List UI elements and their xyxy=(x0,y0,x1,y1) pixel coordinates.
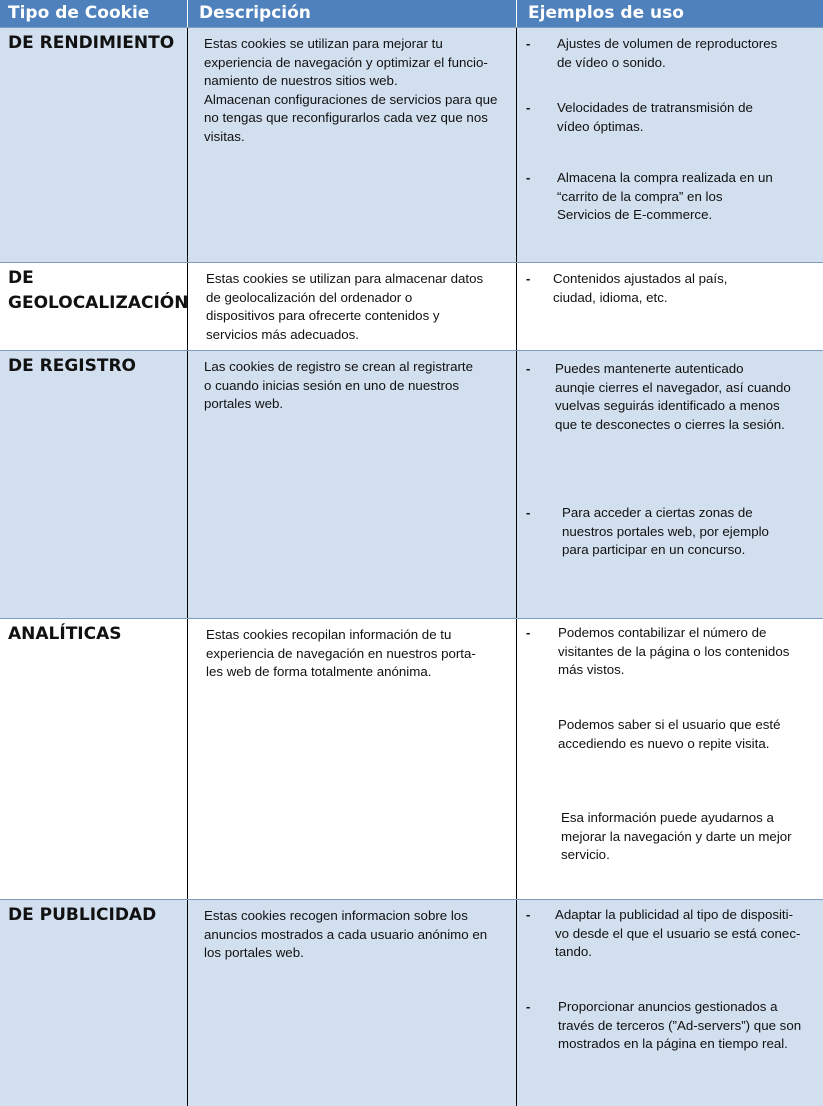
cookie-description: Estas cookies se utilizan para almacenar datos de geolocalización del ordenador o dispositivos para ofrecerte contenidos y servicios más adecuados. xyxy=(206,271,484,342)
table-row: ANALÍTICAS Estas cookies recopilan información de tu experiencia de navegación en nuestros porta- les web de forma totalmente anónima. - Podemos contabilizar el número de visitantes de la página o los contenidos más vistos. Podemos saber si el usuario que esté accediendo es nuevo o repite visita. Esa información puede ayudarnos a mejorar la navegación y darte un mejor servicio. xyxy=(0,618,823,900)
cookie-type: DE RENDIMIENTO xyxy=(8,33,175,53)
header-description: Descripción xyxy=(188,0,517,27)
cookie-description: Estas cookies recopilan información de tu experiencia de navegación en nuestros porta- les web de forma totalmente anónima. xyxy=(206,627,476,679)
decorative-bar xyxy=(517,679,555,889)
cookie-type: DE REGISTRO xyxy=(8,356,137,376)
header-type: Tipo de Cookie xyxy=(0,0,188,27)
cookie-type: DE PUBLICIDAD xyxy=(8,905,157,925)
cookie-type: DE GEOLOCALIZACIÓN xyxy=(8,268,189,313)
table-row: DE GEOLOCALIZACIÓN Estas cookies se utilizan para almacenar datos de geolocalización del ordenador o dispositivos para ofrecerte contenidos y servicios más adecuados. - Contenidos ajustados al país, ciudad, idioma, etc. xyxy=(0,262,823,351)
table-row: DE PUBLICIDAD Estas cookies recogen informacion sobre los anuncios mostrados a cada usuario anónimo en los portales web. - Adaptar la publicidad al tipo de dispositi- vo desde el que el usuario se está conec- tando. - Proporcionar anuncios gestionados a través de terceros (”Ad-servers”) que son mostrados en la página en tiempo real. xyxy=(0,899,823,1106)
cookie-description: Estas cookies se utilizan para mejorar tu experiencia de navegación y optimizar el funcio-namiento de nuestros sitios web. Almacenan configuraciones de servicios para que no tengas que reconfigurarlos cada vez que nos visitas. xyxy=(204,36,498,144)
table-row: DE REGISTRO Las cookies de registro se crean al registrarte o cuando inicias sesión en uno de nuestros portales web. - Puedes mantenerte autenticado aunqie cierres el navegador, así cuando vuelvas seguirás identificado a menos que te desconectes o cierres la sesión. - Para acceder a ciertas zonas de nuestros portales web, por ejemplo para participar en un concurso. xyxy=(0,350,823,619)
table-row: DE RENDIMIENTO Estas cookies se utilizan para mejorar tu experiencia de navegación y optimizar el funcio-namiento de nuestros sitios web. Almacenan configuraciones de servicios para que no tengas que reconfigurarlos cada vez que nos visitas. - Ajustes de volumen de reproductores de vídeo o sonido. - Velocidades de tratransmisión de vídeo óptimas. - Almacena la compra realizada en un “carrito de la compra” en los Servicios de E-commerce. xyxy=(0,27,823,263)
cookie-description: Las cookies de registro se crean al registrarte o cuando inicias sesión en uno de nuestros portales web. xyxy=(204,359,474,411)
cookie-description: Estas cookies recogen informacion sobre los anuncios mostrados a cada usuario anónimo en los portales web. xyxy=(204,908,488,960)
cookie-type: ANALÍTICAS xyxy=(8,624,122,644)
header-examples: Ejemplos de uso xyxy=(517,0,823,27)
